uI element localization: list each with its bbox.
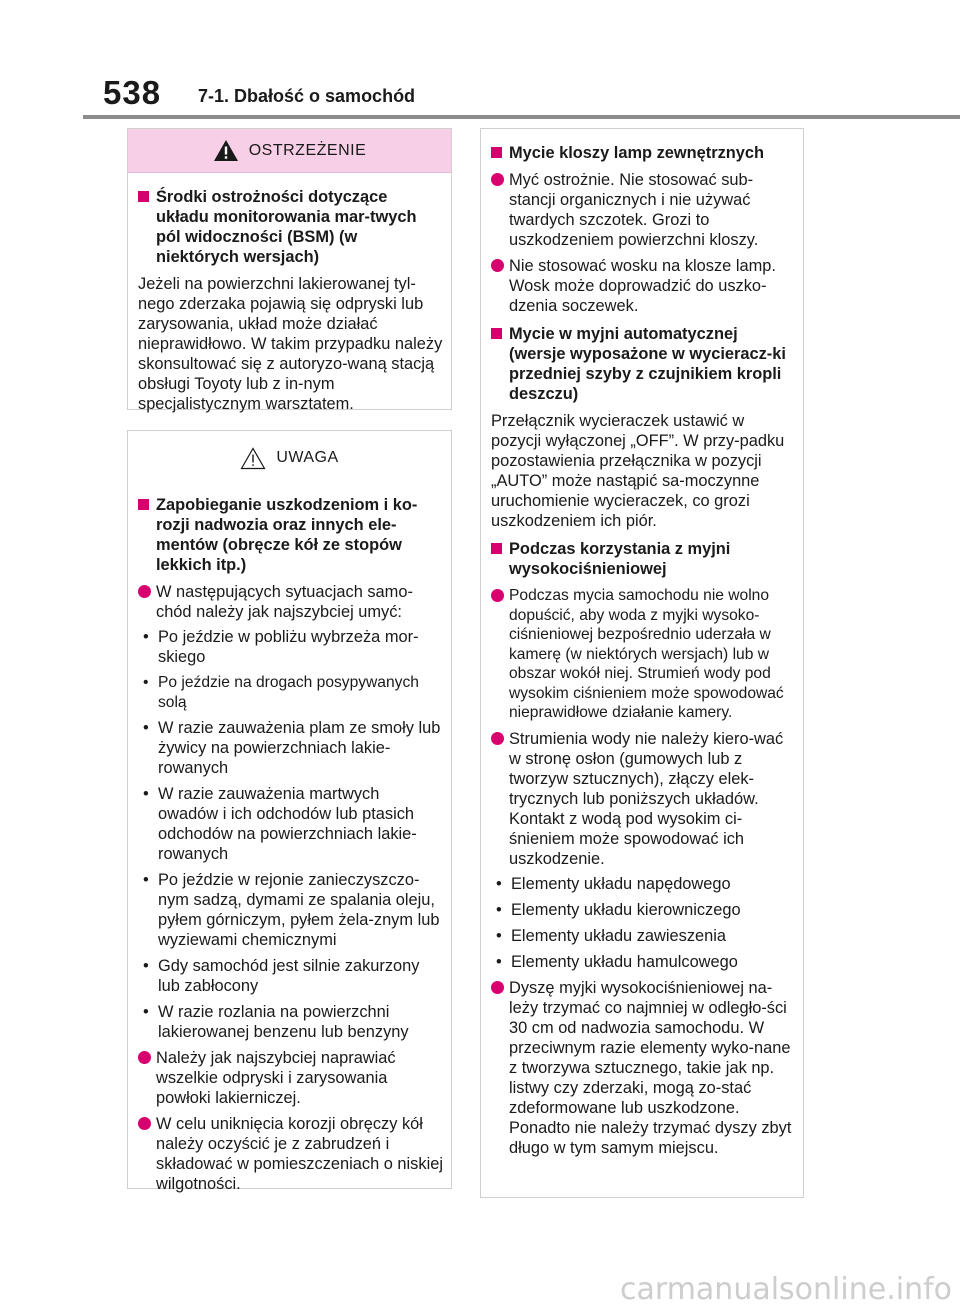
warning-heading: Środki ostrożności dotyczące układu monitorowania mar-twych pól widoczności (BSM) (w niektórych wersjach) <box>138 187 443 267</box>
square-bullet-icon <box>491 147 502 158</box>
warning-title: OSTRZEŻENIE <box>248 141 367 159</box>
square-bullet-icon <box>138 191 149 202</box>
lamp-cleaning-heading: Mycie kloszy lamp zewnętrznych <box>491 143 795 163</box>
page-number: 538 <box>103 74 162 111</box>
notice-bullet: Należy jak najszybciej naprawiać wszelkie odpryski i zarysowania powłoki lakierniczej. <box>138 1048 443 1108</box>
list-item: • Po jeździe w pobliżu wybrzeża mor-skiego <box>138 627 443 667</box>
round-bullet-icon <box>138 585 151 598</box>
notice-title: UWAGA <box>276 449 339 466</box>
caution-triangle-icon <box>240 447 266 470</box>
square-bullet-icon <box>138 499 149 510</box>
list-item: • W razie zauważenia plam ze smoły lub żywicy na powierzchniach lakie-rowanych <box>138 718 443 778</box>
list-item: • W razie zauważenia martwych owadów i ich odchodów lub ptasich odchodów na powierzchniach lakie-rowanych <box>138 784 443 864</box>
round-bullet-icon <box>491 589 504 602</box>
header-rule <box>83 115 960 119</box>
car-wash-heading: Mycie w myjni automatycznej (wersje wyposażone w wycieracz-ki przedniej szyby z czujnikiem kropli deszczu) <box>491 324 795 404</box>
list-item: • Po jeździe na drogach posypywanych solą <box>138 673 443 712</box>
round-bullet-icon <box>491 732 504 745</box>
list-item: • Po jeździe w rejonie zanieczyszczo-nym sadzą, dymami ze spalania oleju, pyłem górniczym, pyłem żela-znym lub wyziewami chemicznymi <box>138 870 443 950</box>
round-bullet-icon <box>491 173 504 186</box>
list-item: • Gdy samochód jest silnie zakurzony lub zabłocony <box>138 956 443 996</box>
lamp-bullet: Myć ostrożnie. Nie stosować sub-stancji organicznych i nie używać twardych szczotek. Grozi to uszkodzeniem powierzchni kloszy. <box>491 170 795 250</box>
warning-header <box>128 129 451 173</box>
notice-box <box>127 430 452 1193</box>
round-bullet-icon <box>491 259 504 272</box>
notice-bullet: W celu uniknięcia korozji obręczy kół należy oczyścić je z zabrudzeń i składować w pomieszczeniach o niskiej wilgotności. <box>138 1114 443 1194</box>
square-bullet-icon <box>491 328 502 339</box>
list-item: • Elementy układu kierowniczego <box>491 900 795 920</box>
list-item: • Elementy układu napędowego <box>491 874 795 894</box>
list-item: • Elementy układu zawieszenia <box>491 926 795 946</box>
warning-triangle-icon <box>213 139 239 162</box>
list-item: • Elementy układu hamulcowego <box>491 952 795 972</box>
pressure-bullet: Dyszę myjki wysokociśnieniowej na-leży trzymać co najmniej w odległo-ści 30 cm od nadwozia samochodu. W przeciwnym razie elementy wyko-nane z tworzywa sztucznego, takie jak np. listwy czy zderzaki, mogą zo-stać zdeformowane lub uszkodzone. Ponadto nie należy trzymać dyszy zbyt długo w tym samym miejscu. <box>491 978 795 1158</box>
warning-text: Jeżeli na powierzchni lakierowanej tyl-nego zderzaka pojawią się odpryski lub zarysowania, układ może działać nieprawidłowo. W takim przypadku należy skonsultować się z autoryzo-waną stacją obsługi Toyoty lub z in-nym specjalistycznym warsztatem. <box>138 275 443 413</box>
car-wash-text: Przełącznik wycieraczek ustawić w pozycji wyłączonej „OFF”. W przy-padku pozostawienia przełącznika w pozycji „AUTO” może nastąpić sa-moczynne uruchomienie wycieraczek, co grozi uszkodzeniem ich piór. <box>491 412 785 530</box>
notice-heading: Zapobieganie uszkodzeniom i ko-rozji nadwozia oraz innych ele-mentów (obręcze kół ze stopów lekkich itp.) <box>138 495 443 575</box>
lamp-bullet: Nie stosować wosku na klosze lamp. Wosk może doprowadzić do uszko-dzenia soczewek. <box>491 256 795 316</box>
watermark: carmanualsonline.info <box>620 1272 952 1307</box>
section-title: 7-1. Dbałość o samochód <box>198 86 416 106</box>
warning-box <box>127 128 452 413</box>
round-bullet-icon <box>138 1051 151 1064</box>
pressure-washer-heading: Podczas korzystania z myjni wysokociśnieniowej <box>491 539 795 579</box>
notice-intro: W następujących sytuacjach samo-chód należy jak najszybciej umyć: <box>138 582 443 622</box>
pressure-bullet: Strumienia wody nie należy kiero-wać w stronę osłon (gumowych lub z tworzyw sztucznych), złączy elek-trycznych lub poniższych układów. Kontakt z wodą pod wysokim ci-śnieniem może spowodować ich uszkodzenie. <box>491 729 795 869</box>
round-bullet-icon <box>138 1117 151 1130</box>
round-bullet-icon <box>491 981 504 994</box>
list-item: • W razie rozlania na powierzchni lakierowanej benzenu lub benzyny <box>138 1002 443 1042</box>
right-column-box <box>480 128 804 1198</box>
pressure-bullet: Podczas mycia samochodu nie wolno dopuścić, aby woda z myjki wysoko-ciśnieniowej bezpośrednio uderzała w kamerę (w niektórych wersjach) lub w obszar wokół niej. Strumień wody pod wysokim ciśnieniem może spowodować nieprawidłowe działanie kamery. <box>491 586 795 723</box>
notice-header <box>128 435 451 481</box>
square-bullet-icon <box>491 543 502 554</box>
